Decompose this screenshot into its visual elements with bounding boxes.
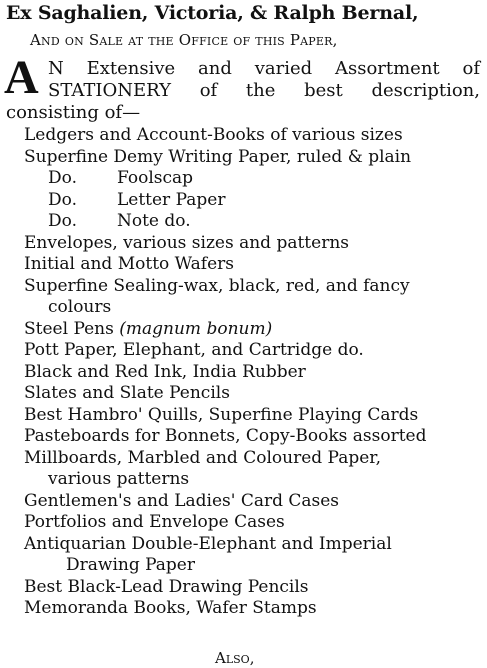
list-item-text: various patterns (48, 469, 190, 489)
list-item (0, 190, 487, 212)
list-item-text: Best Black-Lead Drawing Pencils (24, 576, 309, 597)
list-item-text: Letter Paper (116, 189, 226, 210)
list-item-text: Steel Pens (24, 318, 114, 339)
list-item-text: colours (48, 297, 112, 317)
ditto-mark: Do. (48, 168, 77, 188)
intro-line-3: consisting of— (6, 102, 141, 123)
drop-cap: A (4, 51, 39, 104)
list-item (0, 168, 487, 190)
list-item-text: Millboards, Marbled and Coloured Paper, (24, 447, 381, 468)
list-item (0, 125, 487, 147)
list-item-continuation (0, 469, 487, 491)
list-item-text: Superfine Sealing-wax, black, red, and fancy (24, 275, 410, 296)
list-item-text: Best Hambro' Quills, Superfine Playing Cards (24, 404, 419, 425)
list-item (0, 362, 487, 384)
intro-line-1: N Extensive and varied Assortment of (48, 58, 480, 79)
list-item (0, 233, 487, 255)
list-item-note: (magnum bonum) (119, 318, 273, 339)
list-item-text: Note do. (116, 211, 191, 231)
list-item-text: Portfolios and Envelope Cases (24, 512, 285, 532)
list-item (0, 276, 487, 298)
list-item (0, 577, 487, 599)
list-item-text: Initial and Motto Wafers (24, 254, 234, 274)
list-item (0, 426, 487, 448)
list-item-text: Gentlemen's and Ladies' Card Cases (24, 490, 340, 511)
ditto-mark: Do. (48, 211, 77, 231)
list-item (0, 512, 487, 534)
list-item-text: Pott Paper, Elephant, and Cartridge do. (24, 340, 364, 360)
list-item (0, 254, 487, 276)
list-item-text: Black and Red Ink, India Rubber (24, 361, 306, 382)
list-item (0, 383, 487, 405)
list-item-continuation (0, 297, 487, 319)
list-item (0, 405, 487, 427)
list-item-text: Foolscap (116, 168, 194, 188)
sale-notice: And on Sale at the Office of this Paper, (30, 31, 338, 49)
also-footer: Also, (215, 649, 255, 667)
list-item (0, 534, 487, 556)
ditto-mark: Do. (48, 189, 77, 210)
list-item (0, 448, 487, 470)
ship-header: Ex Saghalien, Victoria, & Ralph Bernal, (6, 2, 419, 24)
list-item-text: Envelopes, various sizes and patterns (24, 232, 350, 253)
list-item-text: Antiquarian Double-Elephant and Imperial (24, 533, 392, 554)
list-item (0, 211, 487, 233)
list-item (0, 491, 487, 513)
list-item (0, 319, 487, 341)
list-item-continuation (0, 555, 487, 577)
list-item (0, 147, 487, 169)
intro-line-2: STATIONERY of the best description, (48, 80, 480, 101)
list-item-text: Slates and Slate Pencils (24, 383, 230, 403)
list-item-text: Drawing Paper (66, 555, 195, 575)
list-item-text: Pasteboards for Bonnets, Copy-Books assorted (24, 426, 427, 446)
stationery-list (0, 125, 487, 620)
list-item (0, 598, 487, 620)
list-item (0, 340, 487, 362)
list-item-text: Ledgers and Account-Books of various sizes (24, 125, 403, 145)
list-item-text: Memoranda Books, Wafer Stamps (24, 598, 317, 618)
list-item-text: Superfine Demy Writing Paper, ruled & plain (24, 146, 412, 167)
